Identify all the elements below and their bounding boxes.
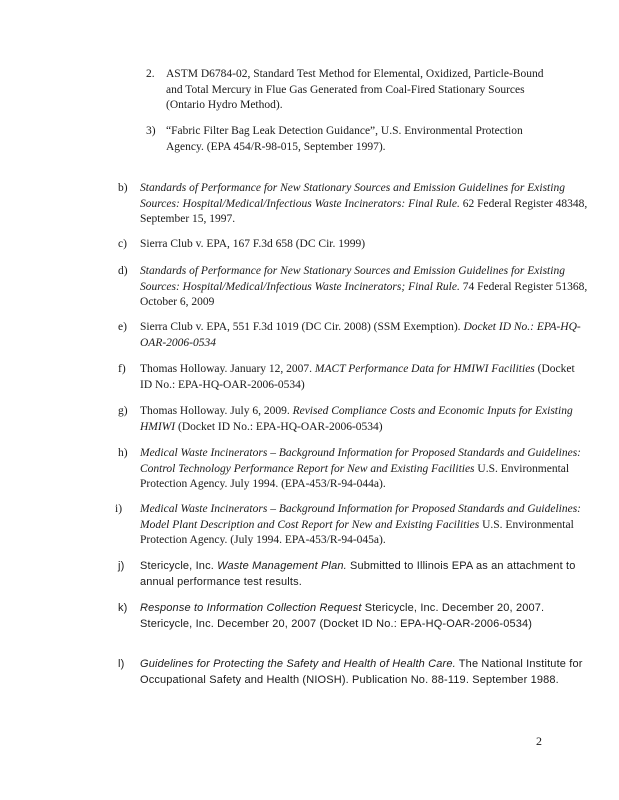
reference-text [140,320,588,351]
reference-text [140,404,588,435]
reference-title: Medical Waste Incinerators – Background Information for Proposed Standards and Guidelines: Control Technology Performance Report for New and Existing Facilities [140,447,582,475]
reference-label: l) [118,658,125,670]
reference-author-date: Thomas Holloway. July 6, 2009. [140,405,293,417]
reference-title: Guidelines for Protecting the Safety and Health of Health Care. [140,658,456,670]
reference-label: e) [118,321,127,333]
reference-citation: (Docket ID No.: EPA-HQ-OAR-2006-0534) [140,363,575,391]
reference-text [140,657,588,688]
reference-text: Sierra Club v. EPA, 167 F.3d 658 (DC Cir. 1999) [140,238,366,250]
reference-title: Medical Waste Incinerators – Background Information for Proposed Standards and Guidelines: Model Plant Description and Cost Report for New and Existing Facilities [140,503,582,531]
reference-label: h) [118,447,128,459]
reference-text: “Fabric Filter Bag Leak Detection Guidance”, U.S. Environmental Protection Agency. (EPA 454/R-98-015, September 1997). [166,125,523,153]
reference-label: f) [118,363,126,375]
page-number: 2 [536,734,542,748]
reference-number: 2. [146,68,155,80]
reference-citation: Sierra Club v. EPA, 551 F.3d 1019 (DC Cir. 2008) (SSM Exemption). [140,321,464,333]
reference-label: g) [118,405,128,417]
reference-author-date: Thomas Holloway. January 12, 2007. [140,363,315,375]
reference-title: Response to Information Collection Request [140,602,362,614]
reference-title: Standards of Performance for New Stationary Sources and Emission Guidelines for Existing Sources: Hospital/Medical/Infectious Waste Incinerators: Final Rule. [140,182,565,210]
reference-text: ASTM D6784-02, Standard Test Method for Elemental, Oxidized, Particle-Bound and Total Mercury in Flue Gas Generated from Coal-Fired Stationary Sources (Ontario Hydro Method). [166,68,544,111]
reference-author: Stericycle, Inc. [140,560,218,572]
reference-label: j) [118,560,125,572]
reference-title: Standards of Performance for New Stationary Sources and Emission Guidelines for Existing Sources: Hospital/Medical/Infectious Waste Incinerators; Final Rule. [140,265,565,293]
reference-text [140,264,588,311]
reference-text [140,502,588,549]
reference-text [140,559,588,590]
reference-citation: 62 Federal Register 48348, September 15, 1997. [140,197,588,225]
reference-title: Revised Compliance Costs and Economic Inputs for Existing HMIWI [140,405,573,433]
reference-text [140,601,588,632]
reference-title: MACT Performance Data for HMIWI Facilities [314,363,535,375]
reference-label: i) [115,503,123,515]
reference-citation: U.S. Environmental Protection Agency. July 1994. (EPA-453/R-94-044a). [140,462,570,490]
reference-citation: The National Institute for Occupational Safety and Health (NIOSH). Publication No. 88-119. September 1988. [140,658,583,686]
reference-citation: U.S. Environmental Protection Agency. (July 1994. EPA-453/R-94-045a). [140,518,574,546]
reference-title: Waste Management Plan. [217,560,347,572]
reference-text [140,362,588,393]
reference-label: k) [118,602,128,614]
reference-citation: (Docket ID No.: EPA-HQ-OAR-2006-0534) [175,420,383,433]
reference-number: 3) [146,125,156,137]
reference-label: b) [118,182,128,194]
reference-text [140,181,588,228]
reference-label: c) [118,238,127,250]
reference-text [140,446,588,493]
reference-label: d) [118,265,128,277]
reference-citation: Stericycle, Inc. December 20, 2007. Stericycle, Inc. December 20, 2007 (Docket ID No.: EPA-HQ-OAR-2006-0534) [140,602,545,630]
reference-citation: Submitted to Illinois EPA as an attachment to annual performance test results. [140,560,576,588]
docket-id: Docket ID No.: EPA-HQ-OAR-2006-0534 [140,321,581,349]
reference-citation: 74 Federal Register 51368, October 6, 2009 [140,280,588,308]
